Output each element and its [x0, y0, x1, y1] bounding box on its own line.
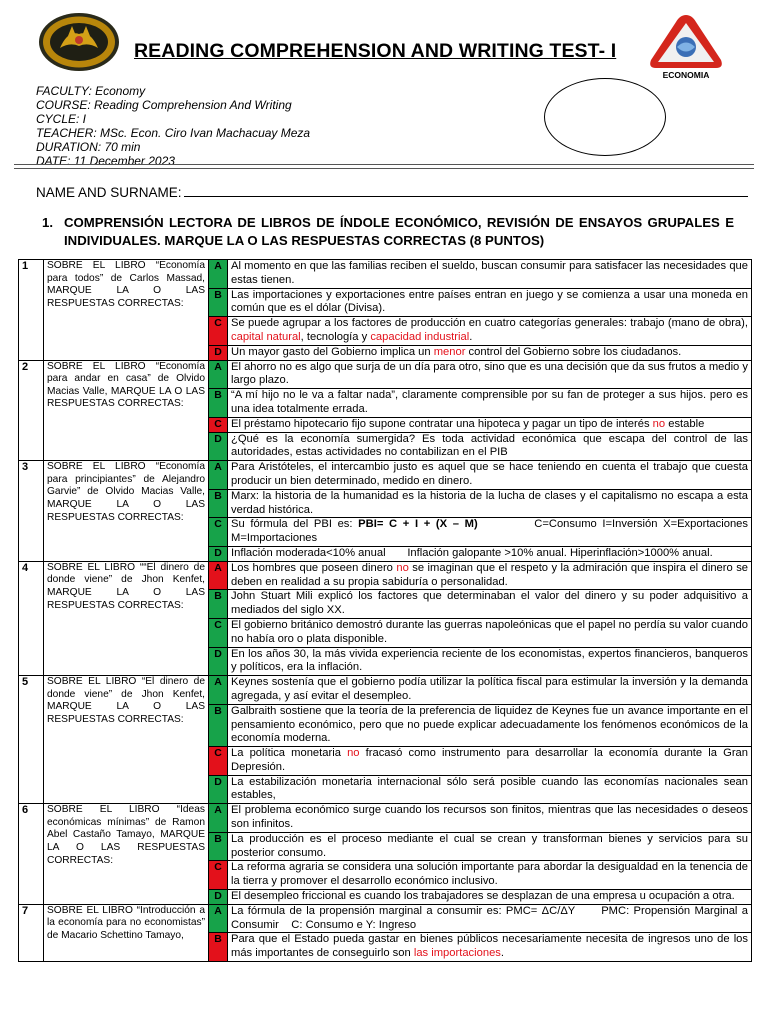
name-field[interactable]: [36, 184, 748, 200]
course-line: COURSE: Reading Comprehension And Writing: [36, 98, 292, 112]
option-letter-c[interactable]: C: [209, 618, 228, 647]
date-line: DATE: 11 December 2023: [36, 154, 175, 168]
option-text-part: .: [500, 947, 504, 960]
option-letter-d[interactable]: D: [209, 775, 228, 804]
option-text-part: Para Aristóteles, el intercambio justo es aquel que se hace teniendo en cuenta el trabajo que cuesta producir un bien determinado, medido en dinero.: [231, 461, 752, 487]
header-divider-bottom: [14, 168, 754, 169]
option-text-part: fracasó como instrumento para desarrollar la economía durante la Gran Depresión.: [231, 747, 752, 773]
question-prompt: SOBRE EL LIBRO “Economía para principiantes” de Alejandro Garvie” de Olvido Macias Valle, MARQUE LA O LAS RESPUESTAS CORRECTAS:: [44, 461, 209, 562]
option-text: [228, 804, 752, 833]
highlighted-text: las importaciones: [413, 947, 501, 960]
option-text-part: se imaginan que el respeto y la admiración que inspira el dinero se deben en realidad a su propia sabiduría o personalidad.: [231, 561, 752, 588]
option-letter-a[interactable]: A: [209, 804, 228, 833]
option-text-part: Los hombres que poseen dinero: [231, 561, 397, 574]
highlighted-text: capital natural: [231, 330, 301, 343]
option-text-part: El problema económico surge cuando los recursos son finitos, mientras que las necesidades o deseos son infinitos.: [231, 804, 752, 831]
header-divider-top: [14, 164, 754, 165]
option-letter-a[interactable]: A: [209, 461, 228, 490]
option-text: [228, 676, 752, 705]
name-blank-line[interactable]: [184, 184, 748, 197]
option-text: [228, 704, 752, 746]
option-text-part: Al momento en que las familias reciben el sueldo, buscan consumir para satisfacer las necesidades que estas tienen.: [231, 260, 752, 286]
option-letter-b[interactable]: B: [209, 933, 228, 962]
option-letter-a[interactable]: A: [209, 561, 228, 590]
question-prompt: SOBRE EL LIBRO “El dinero de donde viene” de Jhon Kenfet, MARQUE LA O LAS RESPUESTAS CORRECTAS:: [44, 676, 209, 804]
option-text-part: Su fórmula del PBI es:: [231, 518, 359, 531]
option-text: [228, 590, 752, 619]
option-text: [228, 489, 752, 518]
option-row: [19, 804, 752, 833]
option-text: [228, 775, 752, 804]
option-letter-c[interactable]: C: [209, 747, 228, 776]
option-text: [228, 317, 752, 346]
option-letter-b[interactable]: B: [209, 288, 228, 317]
option-text: [228, 546, 752, 561]
option-text: [228, 288, 752, 317]
option-letter-c[interactable]: C: [209, 317, 228, 346]
faculty-line: FACULTY: Economy: [36, 84, 146, 98]
option-text-part: La política monetaria: [231, 747, 348, 760]
section-number: 1.: [42, 215, 53, 230]
option-text-part: Se puede agrupar a los factores de producción en cuatro categorías generales: trabajo (mano de obra),: [231, 317, 752, 330]
option-text-part: El ahorro no es algo que surja de un día para otro, sino que es una decisión que da sus frutos a medio y largo plazo.: [231, 360, 752, 387]
option-letter-b[interactable]: B: [209, 590, 228, 619]
option-text-part: .: [469, 330, 473, 343]
option-row: [19, 360, 752, 389]
option-letter-c[interactable]: C: [209, 861, 228, 890]
highlighted-text: capacidad industrial: [370, 330, 470, 343]
question-prompt: SOBRE EL LIBRO “Ideas económicas mínimas” de Ramon Abel Castaño Tamayo, MARQUE LA O LAS RESPUESTAS CORRECTAS:: [44, 804, 209, 905]
option-row: [19, 461, 752, 490]
option-letter-d[interactable]: D: [209, 432, 228, 461]
option-text-part: Marx: la historia de la humanidad es la historia de la lucha de clases y el capitalismo no escapa a esta verdad histórica.: [231, 489, 752, 516]
option-row: [19, 561, 752, 590]
option-letter-a[interactable]: A: [209, 676, 228, 705]
highlighted-text: no: [396, 561, 409, 574]
option-letter-d[interactable]: D: [209, 345, 228, 360]
questions-table: [18, 259, 752, 962]
option-text-part: El préstamo hipotecario fijo supone contratar una hipoteca y pagar un tipo de interés: [231, 417, 653, 430]
highlighted-text: no: [347, 747, 360, 760]
course-info: [36, 84, 310, 168]
option-letter-c[interactable]: C: [209, 417, 228, 432]
name-label: NAME AND SURNAME:: [36, 185, 182, 200]
option-text: [228, 832, 752, 861]
option-text: [228, 360, 752, 389]
teacher-line: TEACHER: MSc. Econ. Ciro Ivan Machacuay Meza: [36, 126, 311, 140]
option-letter-b[interactable]: B: [209, 832, 228, 861]
option-text-part: control del Gobierno sobre los ciudadanos.: [465, 345, 682, 358]
option-text: [228, 861, 752, 890]
option-text: [228, 417, 752, 432]
option-text-part: La fórmula de la propensión marginal a consumir es: PMC= ΔC/ΔY PMC: Propensión Marginal a Consumir C: Consumo e Y: Ingreso: [231, 904, 752, 931]
option-text-part: En los años 30, la más vivida experiencia reciente de los economistas, expertos financieros, banqueros y políticos, era la inflación.: [231, 647, 752, 674]
option-letter-b[interactable]: B: [209, 704, 228, 746]
option-text: [228, 747, 752, 776]
option-text-part: Galbraith sostiene que la teoría de la preferencia de liquidez de Keynes fue un avance importante en el pensamiento económico, pero que no puede explicar adecuadamente los fenómenos económicos de la economía moderna.: [231, 704, 752, 745]
option-text: [228, 890, 752, 905]
highlighted-text: no: [652, 417, 666, 430]
option-text: [228, 461, 752, 490]
option-letter-a[interactable]: A: [209, 260, 228, 289]
option-text-part: John Stuart Mili explicó los factores que determinaban el valor del dinero y su poder adquisitivo a mediados del siglo XX.: [231, 590, 752, 617]
option-letter-b[interactable]: B: [209, 489, 228, 518]
section-heading: [42, 214, 734, 250]
option-row: [19, 904, 752, 933]
question-number: 1: [19, 260, 44, 361]
option-text-part: Un mayor gasto del Gobierno implica un: [231, 345, 434, 358]
question-prompt: SOBRE EL LIBRO “Economía para andar en casa” de Olvido Macias Valle, MARQUE LA O LAS RESPUESTAS CORRECTAS:: [44, 360, 209, 461]
svg-text:ECONOMIA: ECONOMIA: [662, 70, 710, 80]
question-prompt: SOBRE EL LIBRO “Economía para todos” de Carlos Massad, MARQUE LA O LAS RESPUESTAS CORRECTAS:: [44, 260, 209, 361]
option-text-part: , tecnología y: [300, 330, 371, 343]
question-number: 6: [19, 804, 44, 905]
option-text: [228, 933, 752, 962]
option-letter-a[interactable]: A: [209, 904, 228, 933]
question-number: 2: [19, 360, 44, 461]
option-text: [228, 561, 752, 590]
page-title: READING COMPREHENSION AND WRITING TEST- I: [134, 40, 617, 62]
option-text-part: Las importaciones y exportaciones entre países entran en juego y se comienza a usar una moneda en común que es el dólar (Divisa).: [231, 288, 752, 315]
economia-faculty-logo: [646, 12, 726, 80]
option-text-part: El gobierno británico demostró durante las guerras napoleónicas que el papel no perdía su valor cuando no había oro o plata disponible.: [231, 618, 752, 645]
score-oval: [544, 78, 666, 156]
highlighted-text: menor: [433, 345, 466, 358]
option-row: [19, 676, 752, 705]
option-text-part: estable: [665, 417, 705, 430]
university-seal-logo: [38, 12, 120, 72]
option-text: [228, 389, 752, 418]
question-number: 5: [19, 676, 44, 804]
option-text-part: La reforma agraria se considera una solución importante para abordar la desigualdad en la tenencia de la tierra y promover el desarrollo económico inclusivo.: [231, 861, 752, 888]
option-text-part: La producción es el proceso mediante el cual se crean y transforman bienes y servicios para su posterior consumo.: [231, 832, 752, 859]
option-text: [228, 432, 752, 461]
option-text-part: ¿Qué es la economía sumergida? Es toda actividad económica que escapa del control de las autoridades, estas actividades no contabilizan en el PIB: [231, 432, 752, 459]
option-text-part: Inflación moderada<10% anual Inflación galopante >10% anual. Hiperinflación>1000% anual.: [231, 546, 713, 559]
option-letter-d[interactable]: D: [209, 647, 228, 676]
option-row: [19, 260, 752, 289]
option-text-part: C=Consumo I=Inversión X=Exportaciones M=Importaciones: [231, 518, 752, 545]
section-title-text: COMPRENSIÓN LECTORA DE LIBROS DE ÍNDOLE ECONÓMICO, REVISIÓN DE ENSAYOS GRUPALES E INDIVIDUALES. MARQUE LA O LAS RESPUESTAS CORRECTAS (8 PUNTOS): [64, 215, 734, 248]
option-text: [228, 904, 752, 933]
option-text-part: Keynes sostenía que el gobierno podía utilizar la política fiscal para estimular la inversión y la demanda agregada, y así evitar el desempleo.: [231, 676, 752, 702]
option-letter-c[interactable]: C: [209, 518, 228, 547]
option-text: [228, 518, 752, 547]
option-text-part: La estabilización monetaria internacional sólo será posible cuando las economías nacionales sean estables,: [231, 775, 752, 802]
option-letter-a[interactable]: A: [209, 360, 228, 389]
option-text: [228, 345, 752, 360]
option-text-part: Para que el Estado pueda gastar en bienes públicos necesariamente necesita de ingresos uno de los más importantes de conseguirlo son: [231, 933, 752, 960]
option-text: [228, 647, 752, 676]
question-prompt: SOBRE EL LIBRO “Introducción a la economía para no economistas” de Macario Schettino Tamayo,: [44, 904, 209, 961]
option-letter-b[interactable]: B: [209, 389, 228, 418]
question-number: 7: [19, 904, 44, 961]
option-letter-d[interactable]: D: [209, 546, 228, 561]
question-prompt: SOBRE EL LIBRO ““El dinero de donde viene” de Jhon Kenfet, MARQUE LA O LAS RESPUESTAS CORRECTAS:: [44, 561, 209, 675]
duration-line: DURATION: 70 min: [36, 140, 141, 154]
question-number: 4: [19, 561, 44, 675]
option-text-part: El desempleo friccional es cuando los trabajadores se desplazan de una empresa u ocupación a otra.: [231, 890, 735, 903]
option-text-part: “A mí hijo no le va a faltar nada”, claramente comprensible por su fan de proteger a sus hijos. pero es una idea totalmente errada.: [231, 389, 752, 415]
option-text: [228, 260, 752, 289]
question-number: 3: [19, 461, 44, 562]
option-text-part: PBI= C + I + (X – M): [358, 518, 478, 531]
option-letter-d[interactable]: D: [209, 890, 228, 905]
cycle-line: CYCLE: I: [36, 112, 87, 126]
option-text: [228, 618, 752, 647]
